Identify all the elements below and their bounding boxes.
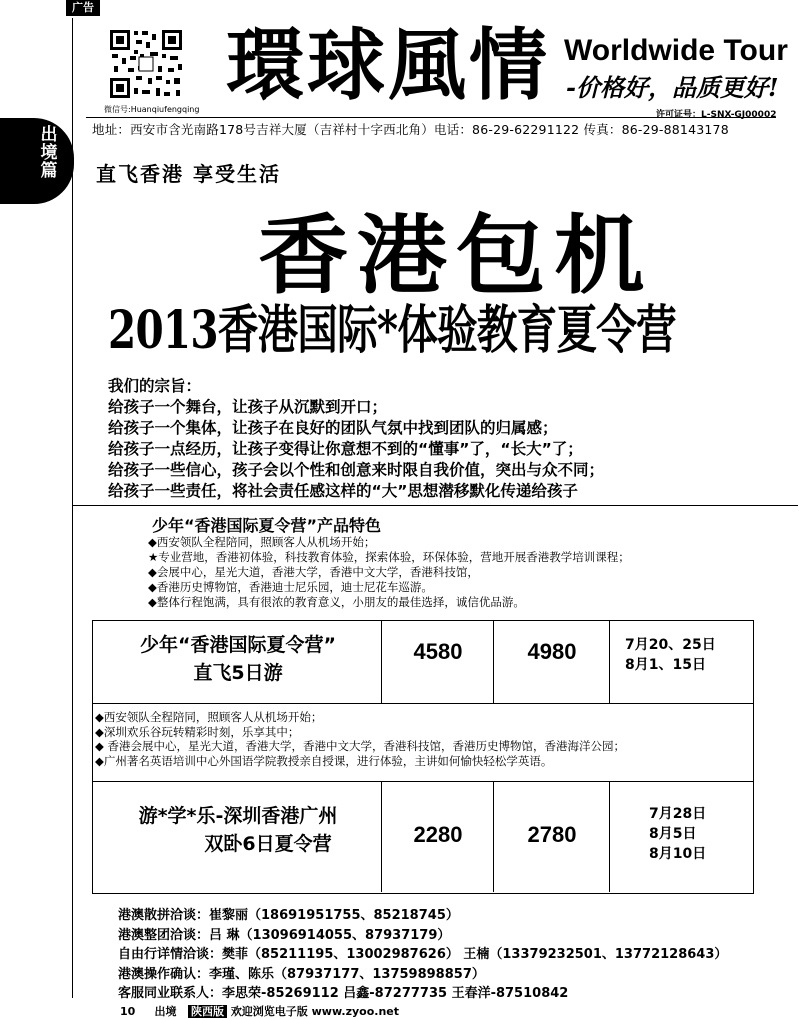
details-list	[95, 710, 625, 768]
purpose-line: 给孩子一个集体，让孩子在良好的团队气氛中找到团队的归属感；	[108, 419, 558, 437]
purpose-block	[108, 376, 604, 502]
product-name-line2: 直飞5日游	[193, 662, 283, 684]
features-list	[148, 535, 630, 610]
contact-line: 港澳整团洽谈：吕 琳（13096914055、87937179）	[118, 927, 451, 943]
license-number: 许可证号：L-SNX-GJ00002	[656, 110, 777, 120]
column-divider	[381, 782, 382, 892]
feature-item: ◆整体行程饱满，具有很浓的教育意义，小朋友的最佳选择，诚信优品游。	[148, 595, 525, 609]
brand-english: Worldwide Tour	[564, 34, 788, 67]
price-adult: 4580	[413, 639, 463, 664]
departure-dates	[649, 804, 706, 864]
address-line: 地址：西安市含光南路178号吉祥大厦（吉祥村十字西北角）电话：86-29-62291122 传真：86-29-88143178	[92, 122, 729, 137]
side-tab-label: 出境篇	[40, 125, 58, 181]
price-alt: 2780	[527, 822, 577, 847]
departure-dates	[625, 635, 716, 675]
section-side-tab	[0, 118, 74, 204]
detail-item: ◆深圳欢乐谷玩转精彩时刻，乐享其中；	[95, 724, 300, 739]
wechat-id: 微信号:Huanqiufengqing	[104, 105, 200, 114]
column-divider	[493, 782, 494, 892]
brand-slogan: -价格好，品质更好!	[566, 73, 779, 102]
date-item: 8月10日	[649, 846, 707, 862]
column-divider	[493, 621, 494, 703]
purpose-line: 给孩子一些信心，孩子会以个性和创意来时限自我价值，突出与众不同；	[108, 461, 605, 479]
footer-section: 出境	[154, 1005, 177, 1018]
contacts-block	[118, 906, 727, 1004]
contact-line: 港澳散拼洽谈：崔黎丽（18691951755、85218745）	[118, 908, 459, 923]
feature-item: ◆香港历史博物馆，香港迪士尼乐园，迪士尼花车巡游。	[148, 580, 433, 594]
column-divider	[381, 621, 382, 703]
product-name	[93, 631, 383, 687]
headline: 直飞香港 享受生活	[96, 162, 281, 186]
product-row-2	[92, 782, 754, 894]
date-item: 7月28日	[649, 806, 707, 822]
feature-item: ◆西安领队全程陪同，照顾客人从机场开始；	[148, 535, 376, 549]
purpose-line: 给孩子一些责任，将社会责任感这样的“大”思想潜移默化传递给孩子	[108, 482, 578, 500]
contact-line: 港澳操作确认：李瑾、陈乐（87937177、13759898857）	[118, 966, 485, 982]
edition-badge: 陕西版	[188, 1005, 227, 1018]
page-number: 10	[120, 1005, 136, 1018]
section-divider	[72, 505, 798, 506]
detail-item: ◆广州著名英语培训中心外国语学院教授亲自授课，进行体验，主讲如何愉快轻松学英语。	[95, 753, 553, 768]
product-row-1	[92, 620, 754, 704]
contact-line: 客服同业联系人：李思荣-85269112 吕鑫-87277735 王春洋-87510842	[118, 986, 569, 1001]
feature-item: ★专业营地，香港初体验，科技教育体验，探索体验，环保体验，营地开展香港教学培训课程；	[148, 550, 630, 564]
purpose-heading: 我们的宗旨：	[108, 377, 202, 395]
detail-item: ◆西安领队全程陪同，照顾客人从机场开始；	[95, 710, 323, 724]
header-divider	[86, 117, 776, 118]
ad-tag: 广告	[66, 0, 100, 16]
features-title: 少年“香港国际夏令营”产品特色	[152, 516, 382, 535]
detail-item: ◆ 香港会展中心，星光大道，香港大学，香港中文大学，香港科技馆，香港历史博物馆，香港海洋公园；	[95, 739, 625, 753]
product-name-line2: 双卧6日夏令营	[204, 833, 332, 855]
product-name-line1: 少年“香港国际夏令营”	[140, 634, 336, 656]
date-item: 7月20、25日	[625, 637, 716, 653]
product-name-line1: 游*学*乐-深圳香港广州	[138, 805, 338, 827]
feature-item: ◆会展中心，星光大道，香港大学，香港中文大学，香港科技馆，	[148, 565, 479, 579]
brand-name: 環球風情	[226, 20, 551, 111]
main-title: 香港包机	[258, 205, 653, 306]
product-details	[92, 704, 754, 782]
footer-link[interactable]: 欢迎浏览电子版 www.zyoo.net	[230, 1005, 400, 1018]
date-item: 8月1、15日	[625, 657, 706, 673]
subtitle: 2013香港国际*体验教育夏令营	[108, 300, 676, 361]
product-name	[93, 802, 383, 858]
price-alt: 4980	[527, 639, 577, 664]
date-item: 8月5日	[649, 826, 697, 842]
column-divider	[609, 782, 610, 892]
column-divider	[609, 621, 610, 703]
qr-code	[108, 28, 184, 100]
price-adult: 2280	[413, 822, 463, 847]
purpose-line: 给孩子一个舞台，让孩子从沉默到开口；	[108, 398, 388, 416]
contact-line: 自由行详情洽谈：樊菲（85211195、13002987626） 王楠（13379232501、13772128643）	[118, 947, 728, 962]
purpose-line: 给孩子一点经历，让孩子变得让你意想不到的“懂事”了，“长大”了；	[108, 440, 583, 458]
